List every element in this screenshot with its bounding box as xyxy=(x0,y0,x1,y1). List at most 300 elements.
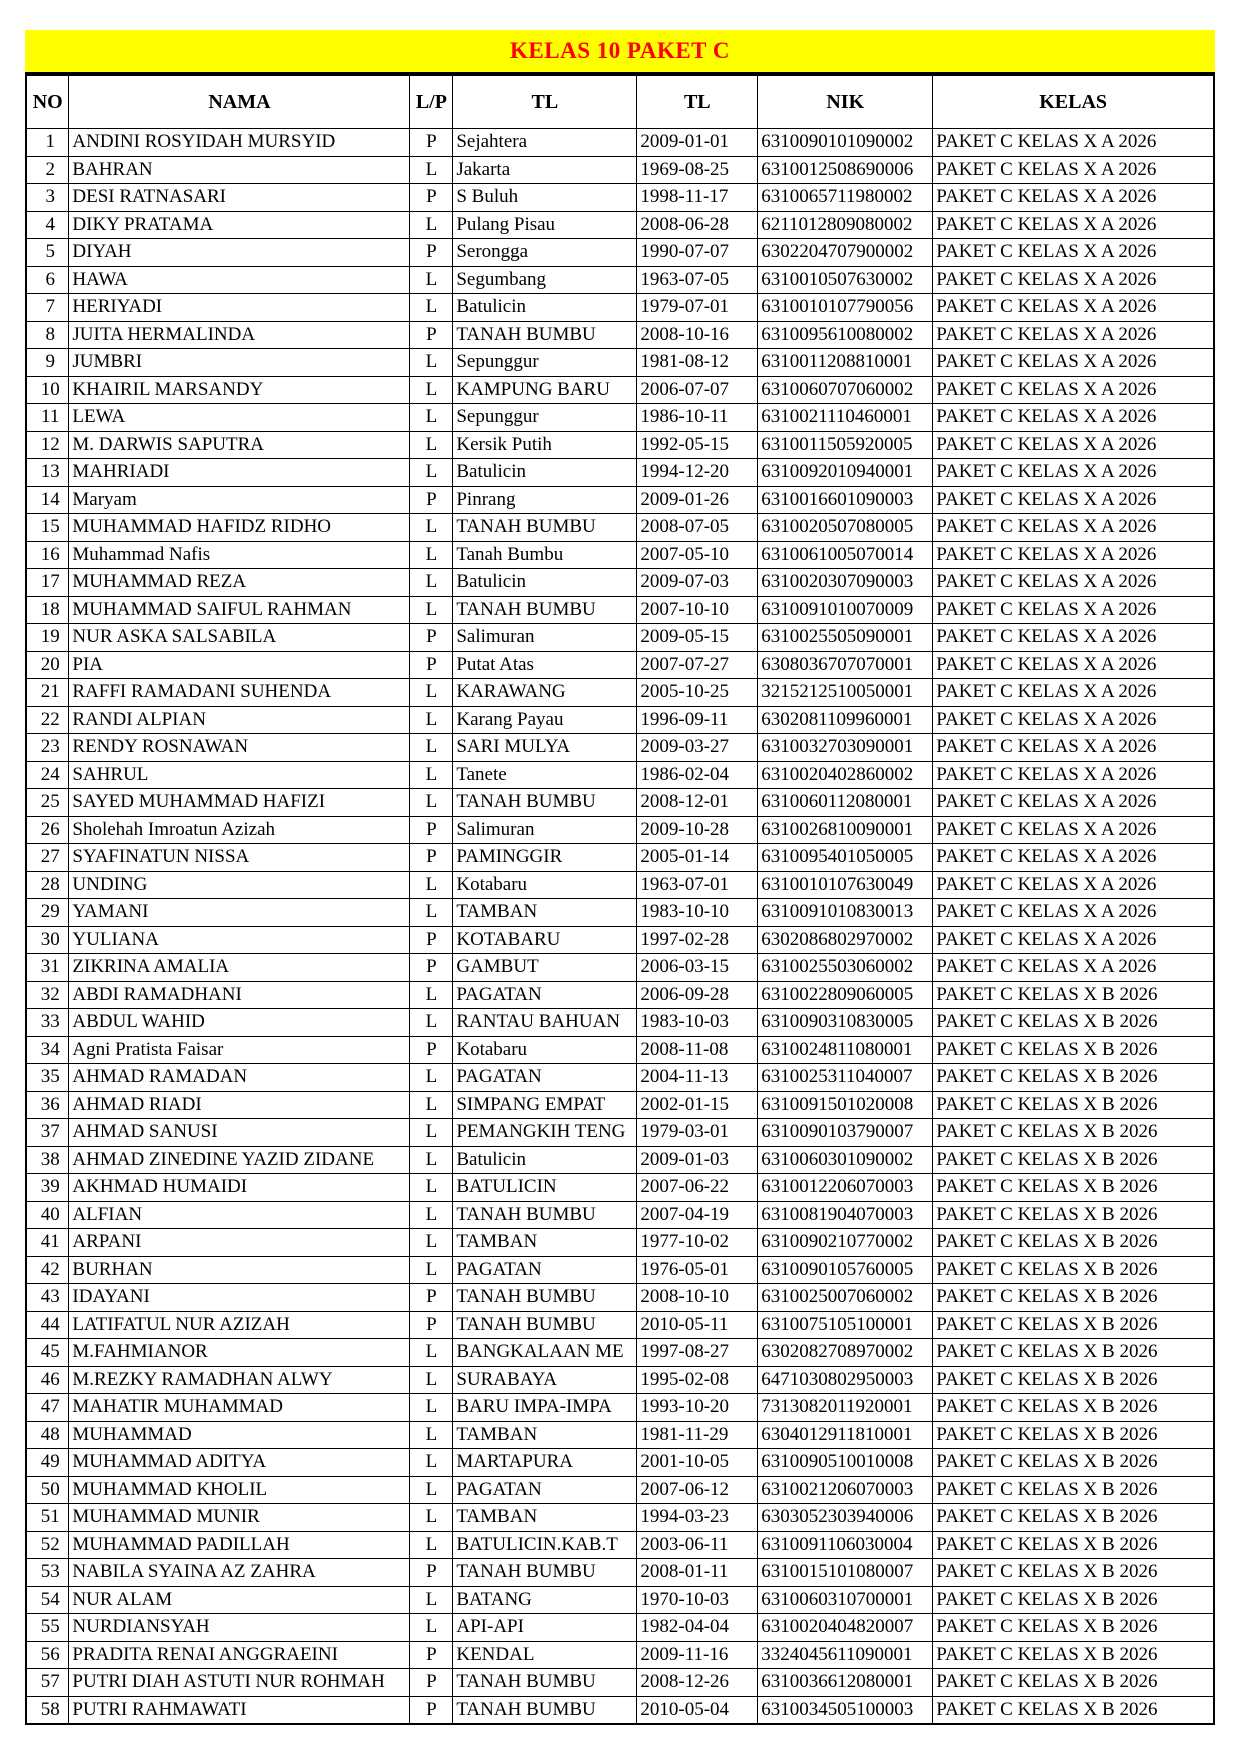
cell-nik: 6310010107790056 xyxy=(758,294,933,322)
cell-nik: 6310060310700001 xyxy=(758,1586,933,1614)
cell-nik: 6310090101090002 xyxy=(758,129,933,157)
table-row xyxy=(26,1009,1214,1037)
cell-kelas: PAKET C KELAS X B 2026 xyxy=(933,1201,1214,1229)
cell-tempat-lahir: Pulang Pisau xyxy=(453,211,637,239)
table-row xyxy=(26,184,1214,212)
cell-tempat-lahir: BATULICIN.KAB.T xyxy=(453,1531,637,1559)
cell-tempat-lahir: GAMBUT xyxy=(453,954,637,982)
cell-tanggal-lahir: 2006-07-07 xyxy=(637,376,758,404)
cell-lp: L xyxy=(410,761,453,789)
cell-no: 50 xyxy=(26,1476,69,1504)
cell-lp: L xyxy=(410,1091,453,1119)
header-nama: NAMA xyxy=(69,75,410,129)
cell-kelas: PAKET C KELAS X A 2026 xyxy=(933,706,1214,734)
cell-no: 3 xyxy=(26,184,69,212)
cell-lp: L xyxy=(410,871,453,899)
cell-nama: M.FAHMIANOR xyxy=(69,1339,410,1367)
table-row xyxy=(26,266,1214,294)
cell-nik: 6302204707900002 xyxy=(758,239,933,267)
cell-lp: L xyxy=(410,266,453,294)
cell-tanggal-lahir: 1977-10-02 xyxy=(637,1229,758,1257)
cell-kelas: PAKET C KELAS X A 2026 xyxy=(933,651,1214,679)
cell-tanggal-lahir: 2007-04-19 xyxy=(637,1201,758,1229)
table-row xyxy=(26,514,1214,542)
cell-tempat-lahir: SURABAYA xyxy=(453,1366,637,1394)
cell-no: 5 xyxy=(26,239,69,267)
cell-tanggal-lahir: 2007-10-10 xyxy=(637,596,758,624)
cell-tempat-lahir: PAGATAN xyxy=(453,1256,637,1284)
cell-tanggal-lahir: 1990-07-07 xyxy=(637,239,758,267)
cell-kelas: PAKET C KELAS X A 2026 xyxy=(933,761,1214,789)
cell-lp: P xyxy=(410,1036,453,1064)
cell-tanggal-lahir: 2009-01-03 xyxy=(637,1146,758,1174)
cell-nama: LATIFATUL NUR AZIZAH xyxy=(69,1311,410,1339)
cell-nama: M. DARWIS SAPUTRA xyxy=(69,431,410,459)
cell-nik: 3215212510050001 xyxy=(758,679,933,707)
cell-lp: P xyxy=(410,954,453,982)
cell-nik: 6308036707070001 xyxy=(758,651,933,679)
cell-no: 46 xyxy=(26,1366,69,1394)
cell-no: 32 xyxy=(26,981,69,1009)
cell-nik: 6303052303940006 xyxy=(758,1504,933,1532)
cell-lp: L xyxy=(410,596,453,624)
cell-no: 33 xyxy=(26,1009,69,1037)
cell-tanggal-lahir: 1992-05-15 xyxy=(637,431,758,459)
cell-tempat-lahir: PAGATAN xyxy=(453,981,637,1009)
cell-nik: 6310060301090002 xyxy=(758,1146,933,1174)
table-row xyxy=(26,404,1214,432)
cell-no: 4 xyxy=(26,211,69,239)
cell-tempat-lahir: Kotabaru xyxy=(453,1036,637,1064)
cell-tanggal-lahir: 2006-09-28 xyxy=(637,981,758,1009)
cell-nik: 6310090510010008 xyxy=(758,1449,933,1477)
cell-nik: 7313082011920001 xyxy=(758,1394,933,1422)
cell-tanggal-lahir: 1994-03-23 xyxy=(637,1504,758,1532)
table-row xyxy=(26,376,1214,404)
table-row xyxy=(26,1229,1214,1257)
cell-lp: L xyxy=(410,1394,453,1422)
cell-lp: L xyxy=(410,679,453,707)
cell-no: 53 xyxy=(26,1559,69,1587)
cell-lp: L xyxy=(410,1174,453,1202)
cell-tempat-lahir: TANAH BUMBU xyxy=(453,596,637,624)
cell-nama: DIYAH xyxy=(69,239,410,267)
cell-nama: Sholehah Imroatun Azizah xyxy=(69,816,410,844)
cell-no: 9 xyxy=(26,349,69,377)
cell-nama: ABDUL WAHID xyxy=(69,1009,410,1037)
table-row xyxy=(26,1614,1214,1642)
cell-lp: P xyxy=(410,1284,453,1312)
cell-tanggal-lahir: 1963-07-01 xyxy=(637,871,758,899)
cell-nama: MAHATIR MUHAMMAD xyxy=(69,1394,410,1422)
cell-tempat-lahir: Segumbang xyxy=(453,266,637,294)
cell-nama: MUHAMMAD SAIFUL RAHMAN xyxy=(69,596,410,624)
cell-tanggal-lahir: 2007-07-27 xyxy=(637,651,758,679)
cell-nama: MUHAMMAD xyxy=(69,1421,410,1449)
cell-kelas: PAKET C KELAS X A 2026 xyxy=(933,816,1214,844)
cell-lp: L xyxy=(410,459,453,487)
cell-tanggal-lahir: 1998-11-17 xyxy=(637,184,758,212)
spreadsheet-sheet xyxy=(25,30,1215,1725)
cell-kelas: PAKET C KELAS X B 2026 xyxy=(933,1394,1214,1422)
cell-kelas: PAKET C KELAS X A 2026 xyxy=(933,156,1214,184)
table-row xyxy=(26,761,1214,789)
cell-kelas: PAKET C KELAS X A 2026 xyxy=(933,376,1214,404)
cell-nik: 6310025505090001 xyxy=(758,624,933,652)
table-row xyxy=(26,1366,1214,1394)
cell-tanggal-lahir: 2008-06-28 xyxy=(637,211,758,239)
cell-nik: 6310012508690006 xyxy=(758,156,933,184)
cell-nik: 6310075105100001 xyxy=(758,1311,933,1339)
cell-nik: 6310010507630002 xyxy=(758,266,933,294)
cell-no: 27 xyxy=(26,844,69,872)
cell-no: 49 xyxy=(26,1449,69,1477)
header-row xyxy=(26,75,1214,129)
cell-kelas: PAKET C KELAS X A 2026 xyxy=(933,514,1214,542)
table-row xyxy=(26,789,1214,817)
cell-nik: 6310016601090003 xyxy=(758,486,933,514)
table-row xyxy=(26,211,1214,239)
cell-nik: 6310032703090001 xyxy=(758,734,933,762)
cell-lp: L xyxy=(410,1146,453,1174)
table-row xyxy=(26,1119,1214,1147)
cell-lp: L xyxy=(410,899,453,927)
cell-lp: L xyxy=(410,1229,453,1257)
cell-no: 54 xyxy=(26,1586,69,1614)
cell-kelas: PAKET C KELAS X B 2026 xyxy=(933,1476,1214,1504)
cell-no: 44 xyxy=(26,1311,69,1339)
table-row xyxy=(26,596,1214,624)
cell-lp: P xyxy=(410,816,453,844)
cell-tempat-lahir: Karang Payau xyxy=(453,706,637,734)
cell-no: 28 xyxy=(26,871,69,899)
cell-no: 39 xyxy=(26,1174,69,1202)
cell-nik: 6310090210770002 xyxy=(758,1229,933,1257)
cell-tempat-lahir: TANAH BUMBU xyxy=(453,514,637,542)
cell-kelas: PAKET C KELAS X B 2026 xyxy=(933,1174,1214,1202)
cell-tanggal-lahir: 2008-10-10 xyxy=(637,1284,758,1312)
cell-kelas: PAKET C KELAS X B 2026 xyxy=(933,981,1214,1009)
cell-tempat-lahir: Serongga xyxy=(453,239,637,267)
cell-nik: 6310010107630049 xyxy=(758,871,933,899)
cell-tempat-lahir: Batulicin xyxy=(453,459,637,487)
cell-nik: 6310021206070003 xyxy=(758,1476,933,1504)
table-row xyxy=(26,239,1214,267)
cell-lp: L xyxy=(410,1504,453,1532)
cell-tempat-lahir: KARAWANG xyxy=(453,679,637,707)
cell-tanggal-lahir: 1981-11-29 xyxy=(637,1421,758,1449)
cell-nik: 6310011505920005 xyxy=(758,431,933,459)
cell-tempat-lahir: Sepunggur xyxy=(453,404,637,432)
cell-nik: 6310065711980002 xyxy=(758,184,933,212)
cell-tanggal-lahir: 2007-05-10 xyxy=(637,541,758,569)
cell-tempat-lahir: Jakarta xyxy=(453,156,637,184)
cell-nama: PUTRI RAHMAWATI xyxy=(69,1696,410,1724)
cell-nama: AHMAD RAMADAN xyxy=(69,1064,410,1092)
cell-nik: 3324045611090001 xyxy=(758,1641,933,1669)
cell-lp: L xyxy=(410,1256,453,1284)
cell-nama: KHAIRIL MARSANDY xyxy=(69,376,410,404)
cell-nik: 6310025503060002 xyxy=(758,954,933,982)
cell-lp: P xyxy=(410,321,453,349)
cell-tanggal-lahir: 2009-07-03 xyxy=(637,569,758,597)
table-row xyxy=(26,541,1214,569)
cell-lp: L xyxy=(410,211,453,239)
cell-nama: JUITA HERMALINDA xyxy=(69,321,410,349)
cell-kelas: PAKET C KELAS X A 2026 xyxy=(933,954,1214,982)
cell-nik: 6310015101080007 xyxy=(758,1559,933,1587)
table-row xyxy=(26,1311,1214,1339)
cell-kelas: PAKET C KELAS X B 2026 xyxy=(933,1696,1214,1724)
cell-tanggal-lahir: 2003-06-11 xyxy=(637,1531,758,1559)
cell-kelas: PAKET C KELAS X A 2026 xyxy=(933,129,1214,157)
table-row xyxy=(26,871,1214,899)
cell-tanggal-lahir: 2008-12-26 xyxy=(637,1669,758,1697)
cell-tempat-lahir: Batulicin xyxy=(453,569,637,597)
cell-lp: P xyxy=(410,844,453,872)
cell-no: 8 xyxy=(26,321,69,349)
cell-tanggal-lahir: 1963-07-05 xyxy=(637,266,758,294)
cell-no: 6 xyxy=(26,266,69,294)
cell-tempat-lahir: TANAH BUMBU xyxy=(453,1201,637,1229)
cell-tempat-lahir: BARU IMPA-IMPA xyxy=(453,1394,637,1422)
cell-kelas: PAKET C KELAS X A 2026 xyxy=(933,789,1214,817)
cell-kelas: PAKET C KELAS X A 2026 xyxy=(933,926,1214,954)
table-row xyxy=(26,679,1214,707)
table-row xyxy=(26,1559,1214,1587)
cell-kelas: PAKET C KELAS X B 2026 xyxy=(933,1449,1214,1477)
cell-nik: 6310092010940001 xyxy=(758,459,933,487)
cell-no: 26 xyxy=(26,816,69,844)
cell-kelas: PAKET C KELAS X A 2026 xyxy=(933,486,1214,514)
cell-nik: 6302086802970002 xyxy=(758,926,933,954)
table-row xyxy=(26,1064,1214,1092)
cell-nik: 6310091501020008 xyxy=(758,1091,933,1119)
cell-tempat-lahir: Tanete xyxy=(453,761,637,789)
cell-tempat-lahir: Tanah Bumbu xyxy=(453,541,637,569)
cell-no: 12 xyxy=(26,431,69,459)
cell-tempat-lahir: MARTAPURA xyxy=(453,1449,637,1477)
cell-no: 58 xyxy=(26,1696,69,1724)
cell-lp: P xyxy=(410,1669,453,1697)
cell-no: 24 xyxy=(26,761,69,789)
table-row xyxy=(26,349,1214,377)
cell-tanggal-lahir: 2002-01-15 xyxy=(637,1091,758,1119)
cell-nik: 6310025007060002 xyxy=(758,1284,933,1312)
table-row xyxy=(26,1531,1214,1559)
cell-tempat-lahir: PAMINGGIR xyxy=(453,844,637,872)
cell-lp: L xyxy=(410,1476,453,1504)
cell-no: 11 xyxy=(26,404,69,432)
cell-nama: ZIKRINA AMALIA xyxy=(69,954,410,982)
table-row xyxy=(26,156,1214,184)
cell-kelas: PAKET C KELAS X B 2026 xyxy=(933,1614,1214,1642)
cell-tempat-lahir: SIMPANG EMPAT xyxy=(453,1091,637,1119)
cell-nama: LEWA xyxy=(69,404,410,432)
cell-no: 29 xyxy=(26,899,69,927)
cell-no: 18 xyxy=(26,596,69,624)
cell-tempat-lahir: TAMBAN xyxy=(453,1504,637,1532)
cell-lp: L xyxy=(410,541,453,569)
table-row xyxy=(26,1696,1214,1724)
cell-no: 16 xyxy=(26,541,69,569)
cell-tanggal-lahir: 1979-03-01 xyxy=(637,1119,758,1147)
cell-lp: P xyxy=(410,184,453,212)
cell-tanggal-lahir: 2009-10-28 xyxy=(637,816,758,844)
cell-kelas: PAKET C KELAS X A 2026 xyxy=(933,239,1214,267)
cell-tempat-lahir: KOTABARU xyxy=(453,926,637,954)
cell-nik: 6310090310830005 xyxy=(758,1009,933,1037)
table-row xyxy=(26,459,1214,487)
cell-kelas: PAKET C KELAS X B 2026 xyxy=(933,1229,1214,1257)
table-row xyxy=(26,431,1214,459)
cell-lp: L xyxy=(410,734,453,762)
cell-kelas: PAKET C KELAS X B 2026 xyxy=(933,1091,1214,1119)
cell-no: 56 xyxy=(26,1641,69,1669)
cell-nama: Muhammad Nafis xyxy=(69,541,410,569)
cell-lp: L xyxy=(410,1009,453,1037)
cell-tempat-lahir: KAMPUNG BARU xyxy=(453,376,637,404)
cell-kelas: PAKET C KELAS X B 2026 xyxy=(933,1531,1214,1559)
table-row xyxy=(26,1339,1214,1367)
header-no: NO xyxy=(26,75,69,129)
cell-tanggal-lahir: 1982-04-04 xyxy=(637,1614,758,1642)
cell-no: 13 xyxy=(26,459,69,487)
cell-no: 41 xyxy=(26,1229,69,1257)
cell-nama: RAFFI RAMADANI SUHENDA xyxy=(69,679,410,707)
cell-lp: L xyxy=(410,789,453,817)
cell-nama: PIA xyxy=(69,651,410,679)
cell-nik: 6310025311040007 xyxy=(758,1064,933,1092)
cell-no: 22 xyxy=(26,706,69,734)
cell-nik: 6310020404820007 xyxy=(758,1614,933,1642)
table-row xyxy=(26,954,1214,982)
cell-lp: L xyxy=(410,1421,453,1449)
sheet-title: KELAS 10 PAKET C xyxy=(25,30,1215,74)
cell-nik: 6302082708970002 xyxy=(758,1339,933,1367)
cell-nama: HERIYADI xyxy=(69,294,410,322)
cell-no: 2 xyxy=(26,156,69,184)
cell-nik: 6310024811080001 xyxy=(758,1036,933,1064)
table-row xyxy=(26,1421,1214,1449)
cell-tanggal-lahir: 2006-03-15 xyxy=(637,954,758,982)
cell-lp: L xyxy=(410,1064,453,1092)
cell-tanggal-lahir: 2009-01-26 xyxy=(637,486,758,514)
table-row xyxy=(26,1174,1214,1202)
table-row xyxy=(26,651,1214,679)
cell-nama: MUHAMMAD MUNIR xyxy=(69,1504,410,1532)
cell-tanggal-lahir: 1983-10-10 xyxy=(637,899,758,927)
cell-tempat-lahir: SARI MULYA xyxy=(453,734,637,762)
cell-tanggal-lahir: 2008-12-01 xyxy=(637,789,758,817)
cell-kelas: PAKET C KELAS X B 2026 xyxy=(933,1009,1214,1037)
cell-nik: 6310081904070003 xyxy=(758,1201,933,1229)
cell-nik: 6310095610080002 xyxy=(758,321,933,349)
cell-nama: AHMAD ZINEDINE YAZID ZIDANE xyxy=(69,1146,410,1174)
cell-lp: P xyxy=(410,1641,453,1669)
cell-nama: PUTRI DIAH ASTUTI NUR ROHMAH xyxy=(69,1669,410,1697)
cell-lp: P xyxy=(410,624,453,652)
cell-tanggal-lahir: 1983-10-03 xyxy=(637,1009,758,1037)
cell-kelas: PAKET C KELAS X B 2026 xyxy=(933,1119,1214,1147)
cell-nama: MUHAMMAD HAFIDZ RIDHO xyxy=(69,514,410,542)
cell-lp: L xyxy=(410,156,453,184)
cell-lp: L xyxy=(410,376,453,404)
cell-no: 1 xyxy=(26,129,69,157)
cell-no: 20 xyxy=(26,651,69,679)
table-row xyxy=(26,1394,1214,1422)
cell-tempat-lahir: TANAH BUMBU xyxy=(453,1669,637,1697)
cell-tanggal-lahir: 1997-02-28 xyxy=(637,926,758,954)
table-row xyxy=(26,294,1214,322)
cell-nama: Maryam xyxy=(69,486,410,514)
table-row xyxy=(26,1641,1214,1669)
cell-tempat-lahir: TAMBAN xyxy=(453,1421,637,1449)
cell-nama: NUR ALAM xyxy=(69,1586,410,1614)
cell-nama: RENDY ROSNAWAN xyxy=(69,734,410,762)
table-body xyxy=(26,129,1214,1725)
cell-nik: 6211012809080002 xyxy=(758,211,933,239)
cell-nama: RANDI ALPIAN xyxy=(69,706,410,734)
cell-nama: NURDIANSYAH xyxy=(69,1614,410,1642)
table-row xyxy=(26,1036,1214,1064)
cell-lp: L xyxy=(410,349,453,377)
cell-nik: 6310091106030004 xyxy=(758,1531,933,1559)
cell-no: 14 xyxy=(26,486,69,514)
cell-nama: YAMANI xyxy=(69,899,410,927)
cell-no: 19 xyxy=(26,624,69,652)
cell-no: 7 xyxy=(26,294,69,322)
cell-nama: MUHAMMAD ADITYA xyxy=(69,1449,410,1477)
cell-kelas: PAKET C KELAS X B 2026 xyxy=(933,1036,1214,1064)
table-row xyxy=(26,926,1214,954)
cell-nama: ABDI RAMADHANI xyxy=(69,981,410,1009)
cell-no: 17 xyxy=(26,569,69,597)
cell-tanggal-lahir: 2001-10-05 xyxy=(637,1449,758,1477)
cell-tanggal-lahir: 2009-05-15 xyxy=(637,624,758,652)
cell-lp: P xyxy=(410,1311,453,1339)
cell-lp: P xyxy=(410,486,453,514)
cell-nik: 6310011208810001 xyxy=(758,349,933,377)
cell-tempat-lahir: Salimuran xyxy=(453,816,637,844)
cell-lp: L xyxy=(410,1339,453,1367)
cell-nik: 6310026810090001 xyxy=(758,816,933,844)
cell-kelas: PAKET C KELAS X B 2026 xyxy=(933,1504,1214,1532)
cell-tanggal-lahir: 1995-02-08 xyxy=(637,1366,758,1394)
cell-tanggal-lahir: 2009-03-27 xyxy=(637,734,758,762)
table-row xyxy=(26,899,1214,927)
cell-tanggal-lahir: 2004-11-13 xyxy=(637,1064,758,1092)
cell-tempat-lahir: S Buluh xyxy=(453,184,637,212)
cell-no: 40 xyxy=(26,1201,69,1229)
cell-nama: AKHMAD HUMAIDI xyxy=(69,1174,410,1202)
cell-kelas: PAKET C KELAS X B 2026 xyxy=(933,1064,1214,1092)
cell-lp: L xyxy=(410,404,453,432)
cell-nama: YULIANA xyxy=(69,926,410,954)
cell-nik: 6304012911810001 xyxy=(758,1421,933,1449)
cell-nama: M.REZKY RAMADHAN ALWY xyxy=(69,1366,410,1394)
cell-tempat-lahir: Kotabaru xyxy=(453,871,637,899)
cell-no: 31 xyxy=(26,954,69,982)
cell-no: 51 xyxy=(26,1504,69,1532)
cell-no: 43 xyxy=(26,1284,69,1312)
cell-no: 52 xyxy=(26,1531,69,1559)
cell-kelas: PAKET C KELAS X A 2026 xyxy=(933,899,1214,927)
cell-tempat-lahir: TANAH BUMBU xyxy=(453,1311,637,1339)
cell-kelas: PAKET C KELAS X B 2026 xyxy=(933,1586,1214,1614)
cell-nama: DESI RATNASARI xyxy=(69,184,410,212)
cell-lp: L xyxy=(410,981,453,1009)
